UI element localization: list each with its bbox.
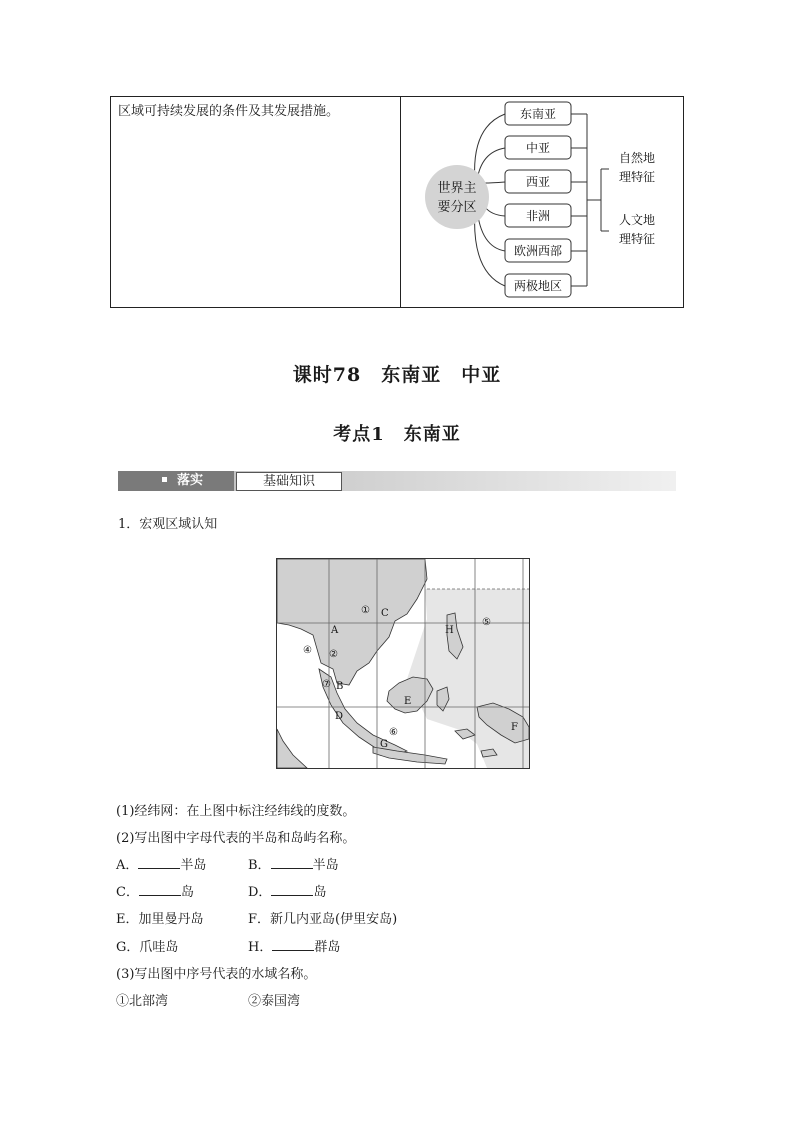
topic-title: 考点1 东南亚 [333, 424, 461, 445]
region-label-4: 非洲 [525, 209, 551, 223]
answer-h-suffix: 群岛 [314, 940, 341, 955]
mindmap-bracket [571, 114, 609, 286]
bullet-square-icon [162, 477, 167, 482]
feature-human-line1: 人文地 [619, 213, 656, 227]
answer-b-blank[interactable] [271, 868, 313, 869]
answer-h-prefix: H． [248, 940, 273, 955]
answer-a-suffix: 半岛 [180, 858, 207, 873]
answer-row-2-left [116, 881, 194, 900]
answer-b-suffix: 半岛 [312, 858, 339, 873]
answer-a-blank[interactable] [138, 868, 180, 869]
feature-natural-line1: 自然地 [619, 151, 656, 165]
map-label-E: E [404, 696, 412, 707]
answer-c-prefix: C． [116, 885, 139, 900]
map-label-2: ② [329, 649, 338, 660]
answer-row-1-left [116, 854, 206, 873]
map-label-5: ⑤ [482, 617, 491, 628]
mainland-asia [277, 559, 427, 685]
answer-b-prefix: B． [248, 858, 271, 873]
region-label-2: 中亚 [525, 141, 551, 155]
question-2: (2)写出图中字母代表的半岛和岛屿名称。 [116, 831, 356, 846]
sumatra-landmass [319, 669, 407, 755]
southeast-asia-map [276, 558, 530, 769]
map-label-F: F [511, 722, 518, 733]
southwest-landmass [277, 729, 307, 768]
map-graphic [277, 559, 529, 768]
banner-dark-tab [118, 471, 234, 491]
banner-dark-label: 落实 [177, 473, 204, 488]
map-label-B: B [336, 681, 344, 692]
map-label-D: D [335, 711, 344, 722]
answer-d-blank[interactable] [271, 895, 313, 896]
answer-d-suffix: 岛 [313, 885, 327, 900]
answer-row-4-right [248, 936, 340, 955]
answer-d-prefix: D． [248, 885, 272, 900]
lesson-title: 课时78 东南亚 中亚 [292, 364, 502, 386]
answer-a-prefix: A． [116, 858, 139, 873]
mindmap-center-circle [425, 165, 489, 229]
water-answer-1: ①北部湾 [116, 994, 169, 1009]
map-label-A: A [331, 625, 339, 636]
answer-row-3-left: E．加里曼丹岛 [116, 912, 204, 927]
region-label-5: 欧洲西部 [513, 244, 563, 258]
map-label-6: ⑥ [389, 727, 398, 738]
mindmap-center-line1: 世界主 [437, 181, 477, 196]
answer-h-blank[interactable] [272, 950, 314, 951]
feature-human-line2: 理特征 [619, 232, 656, 246]
answer-row-2-right [248, 881, 326, 900]
water-answer-2: ②泰国湾 [248, 994, 301, 1009]
map-label-C: C [381, 608, 389, 619]
answer-c-suffix: 岛 [180, 885, 194, 900]
banner-light-tab: 基础知识 [236, 472, 342, 491]
answer-row-3-right: F．新几内亚岛(伊里安岛) [248, 912, 398, 927]
map-label-4: ④ [303, 645, 312, 656]
table-left-cell-text: 区域可持续发展的条件及其发展措施。 [118, 104, 340, 119]
region-label-3: 西亚 [525, 175, 551, 189]
question-3: (3)写出图中序号代表的水域名称。 [116, 967, 317, 982]
map-label-1: ① [361, 605, 370, 616]
region-label-6: 两极地区 [513, 279, 563, 293]
mindmap-center-line2: 要分区 [437, 200, 477, 215]
connector-4 [485, 207, 505, 216]
region-label-1: 东南亚 [519, 107, 557, 121]
question-1: (1)经纬网：在上图中标注经纬线的度数。 [116, 804, 356, 819]
connector-2 [477, 148, 505, 181]
section1-heading: 1．宏观区域认知 [118, 517, 218, 532]
answer-c-blank[interactable] [139, 895, 181, 896]
feature-natural-line2: 理特征 [619, 170, 656, 184]
connector-3 [485, 182, 505, 183]
map-label-G: G [380, 739, 388, 750]
map-label-H: H [445, 625, 454, 636]
region-mindmap [401, 97, 684, 307]
answer-row-1-right [248, 854, 339, 873]
map-label-7: ⑦ [322, 679, 331, 690]
answer-row-4-left: G．爪哇岛 [116, 940, 179, 955]
